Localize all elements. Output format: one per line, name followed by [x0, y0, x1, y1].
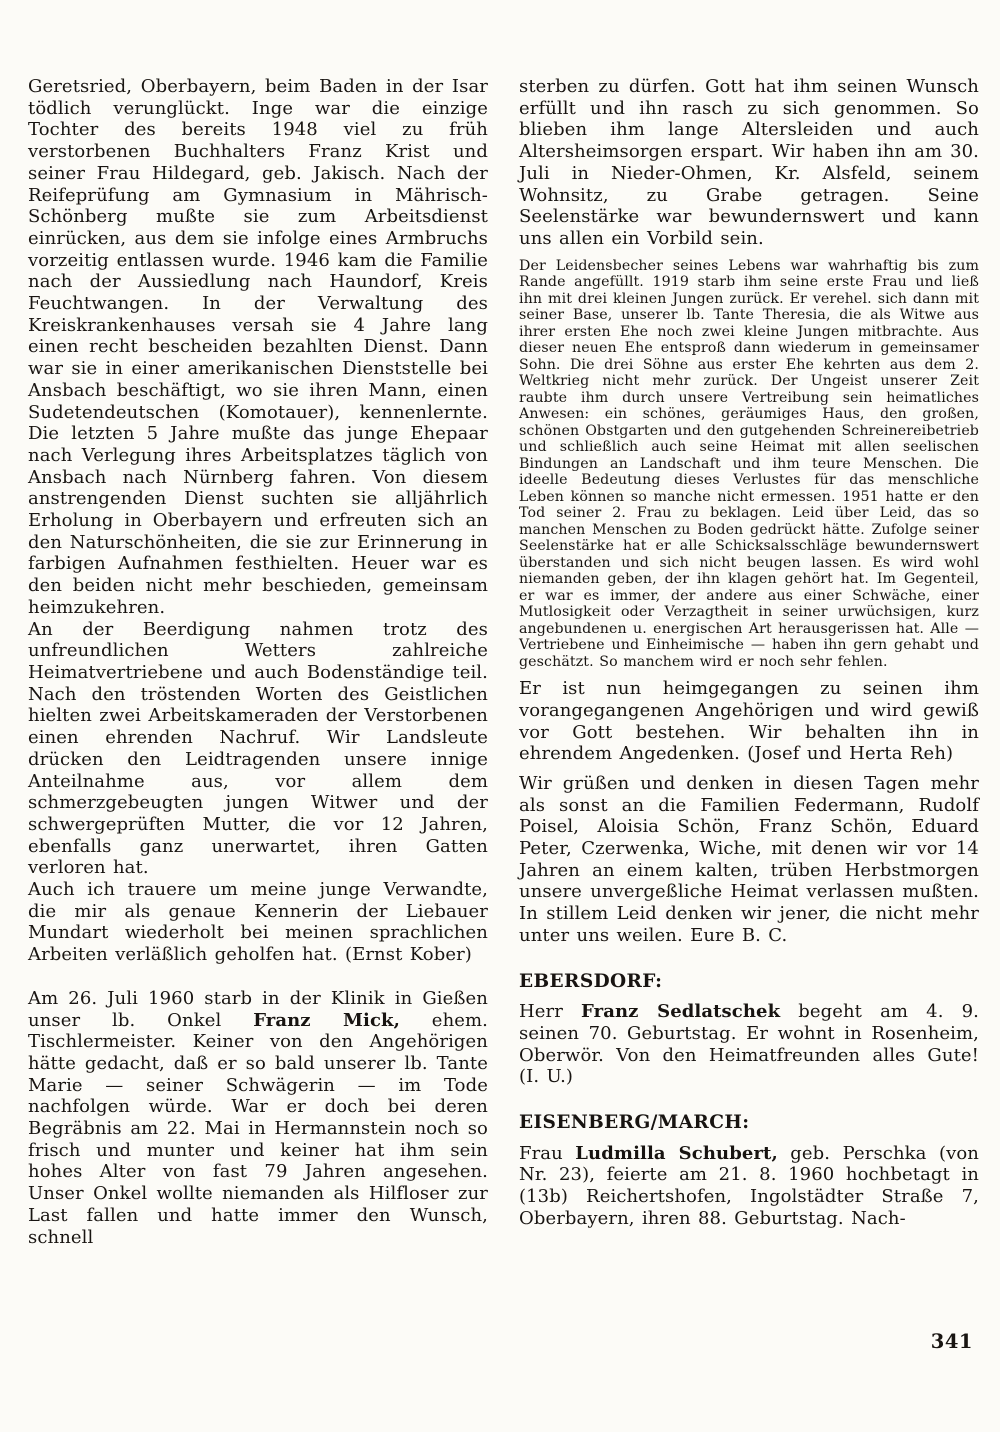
two-column-text-area: [28, 76, 979, 1248]
body-text: Auch ich trauere um meine junge Verwandte, die mir als genaue Kennerin der Liebauer Mundart wiederholt bei meinen sprachlichen Arbeiten verläßlich geholfen hat. (Ernst Kober): [28, 879, 488, 966]
body-text: Herr: [519, 1001, 582, 1023]
left-column: [28, 76, 488, 1248]
emphasized-text: EBERSDORF:: [519, 970, 663, 992]
right-column: [519, 76, 979, 1248]
birthday-ludmilla-schubert-paragraph: [519, 1143, 979, 1230]
body-text: Wir grüßen und denken in diesen Tagen mehr als sonst an die Familien Federmann, Rudolf Poisel, Aloisia Schön, Franz Schön, Eduard Peter, Czerwenka, Wiche, mit denen wir vor 14 Jahren an einem kalten, trüben Herbstmorgen unsere unvergeßliche Heimat verlassen mußten. In stillem Leid denken wir jener, die nicht mehr unter uns weilen. Eure B. C.: [519, 772, 979, 946]
body-text: An der Beerdigung nahmen trotz des unfreundlichen Wetters zahlreiche Heimatvertriebene und auch Bodenständige teil. Nach den tröstenden Worten des Geistlichen hielten zwei Arbeitskameraden der Verstorbenen einen ehrenden Nachruf. Wir Landsleute drücken den Leidtragenden unsere innige Anteilnahme aus, vor allem dem schmerzgebeugten jungen Witwer und der schwergeprüften Mutter, die vor 12 Jahren, ebenfalls ganz unerwartet, ihren Gatten verloren hat.: [28, 618, 488, 879]
obituary-franz-mick-paragraph: [28, 988, 488, 1248]
body-text: ehem. Tischlermeister. Keiner von den Angehörigen hätte gedacht, daß er so bald unserer lb. Tante Marie — seiner Schwägerin — im Tode nachfolgen würde. War er doch bei deren Begräbnis am 22. Mai in Hermannstein noch so frisch und munter und keiner hat ihm sein hohes Alter von fast 79 Jahren angesehen. Unser Onkel wollte niemanden als Hilfloser zur Last fallen und hatte immer den Wunsch, schnell: [28, 1009, 488, 1248]
personal-condolence-paragraph: [28, 879, 488, 966]
remembrance-paragraph: [519, 678, 979, 765]
body-text: sterben zu dürfen. Gott hat ihm seinen Wunsch erfüllt und ihn rasch zu sich genommen. So blieben ihm lange Altersleiden und auch Altersheimsorgen erspart. Wir haben ihn am 30. Juli in Nieder-Ohmen, Kr. Alsfeld, seinem Wohnsitz, zu Grabe getragen. Seine Seelenstärke war bewundernswert und kann uns allen ein Vorbild sein.: [519, 76, 979, 249]
body-text: geb. Perschka (von Nr. 23), feierte am 21. 8. 1960 hochbetagt in (13b) Reichertshofen, Ingolstädter Straße 7, Oberbayern, ihren 88. Geburtstag. Nach-: [519, 1142, 979, 1229]
section-heading-eisenberg-march: [519, 1112, 979, 1134]
obituary-franz-mick-continuation-paragraph: [519, 76, 979, 250]
body-text: Geretsried, Oberbayern, beim Baden in der Isar tödlich verunglückt. Inge war die einzige Tochter des bereits 1948 viel zu früh verstorbenen Buchhalters Franz Krist und seiner Frau Hildegard, geb. Jakisch. Nach der Reifeprüfung am Gymnasium in Mährisch-Schönberg mußte sie zum Arbeitsdienst einrücken, aus dem sie infolge eines Armbruchs vorzeitig entlassen wurde. 1946 kam die Familie nach der Aussiedlung nach Haundorf, Kreis Feuchtwangen. In der Verwaltung des Kreiskrankenhauses versah sie 4 Jahre lang einen recht bescheiden bezahlten Dienst. Dann war sie in einer amerikanischen Dienststelle bei Ansbach beschäftigt, wo sie ihren Mann, einen Sudetendeutschen (Komotauer), kennenlernte. Die letzten 5 Jahre mußte das junge Ehepaar nach Verlegung ihres Arbeitsplatzes täglich von Ansbach nach Nürnberg fahren. Von diesem anstrengenden Dienst suchten sie alljährlich Erholung in Oberbayern und erfreuten sich an den Naturschönheiten, die sie zur Erinnerung in farbigen Aufnahmen festhielten. Heuer war es den beiden nicht mehr beschieden, gemeinsam heimzukehren.: [28, 76, 488, 618]
emphasized-text: Ludmilla Schubert,: [575, 1142, 778, 1164]
funeral-report-paragraph: [28, 619, 488, 879]
obituary-inge-continuation-paragraph: [28, 76, 488, 619]
body-text: begeht am 4. 9. seinen 70. Geburtstag. Er wohnt in Rosenheim, Oberwör. Von den Heimatfreunden alles Gute! (I. U.): [519, 1001, 980, 1088]
emphasized-text: EISENBERG/MARCH:: [519, 1112, 750, 1134]
page-number: 341: [930, 1330, 973, 1353]
greetings-families-paragraph: [519, 773, 979, 947]
body-text: Er ist nun heimgegangen zu seinen ihm vorangegangenen Angehörigen und wird gewiß vor Gott bestehen. Wir behalten ihn in ehrendem Angedenken. (Josef und Herta Reh): [519, 678, 979, 765]
section-heading-ebersdorf: [519, 971, 979, 993]
body-text: Frau: [519, 1142, 576, 1164]
emphasized-text: Franz Mick,: [253, 1009, 400, 1031]
life-story-small-print-paragraph: [519, 258, 979, 671]
body-text: Am 26. Juli 1960 starb in der Klinik in Gießen unser lb. Onkel: [28, 987, 488, 1031]
body-text: Der Leidensbecher seines Lebens war wahrhaftig bis zum Rande angefüllt. 1919 starb ihm seine erste Frau und ließ ihn mit drei kleinen Jungen zurück. Er verehel. sich dann mit seiner Base, unserer lb. Tante Theresia, die als Witwe aus ihrer ersten Ehe noch zwei kleine Jungen mitbrachte. Aus dieser neuen Ehe entsproß dann wiederum in gemeinsamer Sohn. Die drei Söhne aus erster Ehe kehrten aus dem 2. Weltkrieg nicht mehr zurück. Der Ungeist unserer Zeit raubte ihm durch unsere Vertreibung sein heimatliches Anwesen: ein schönes, geräumiges Haus, den großen, schönen Obstgarten und den gutgehenden Schreinereibetrieb und schließlich auch seine Heimat mit allen seelischen Bindungen an Landschaft und ihm teure Menschen. Die ideelle Bedeutung dieses Verlustes für das menschliche Leben können so manche nicht ermessen. 1951 hatte er den Tod seiner 2. Frau zu beklagen. Leid über Leid, das so manchen Menschen zu Boden gedrückt hätte. Zufolge seiner Seelenstärke hat er alle Schicksalsschläge bewundernswert überstanden und sich nicht beugen lassen. Es wird wohl niemanden geben, der ihn klagen gehört hat. Im Gegenteil, er war es immer, der andere aus einer Schwäche, einer Mutlosigkeit oder Verzagtheit in seiner urwüchsigen, kurz angebundenen u. energischen Art herausgerissen hat. Alle — Vertriebene und Einheimische — haben ihn gern gehabt und geschätzt. So manchem wird er noch sehr fehlen.: [519, 257, 979, 670]
birthday-franz-sedlatschek-paragraph: [519, 1001, 979, 1088]
emphasized-text: Franz Sedlatschek: [581, 1001, 781, 1023]
